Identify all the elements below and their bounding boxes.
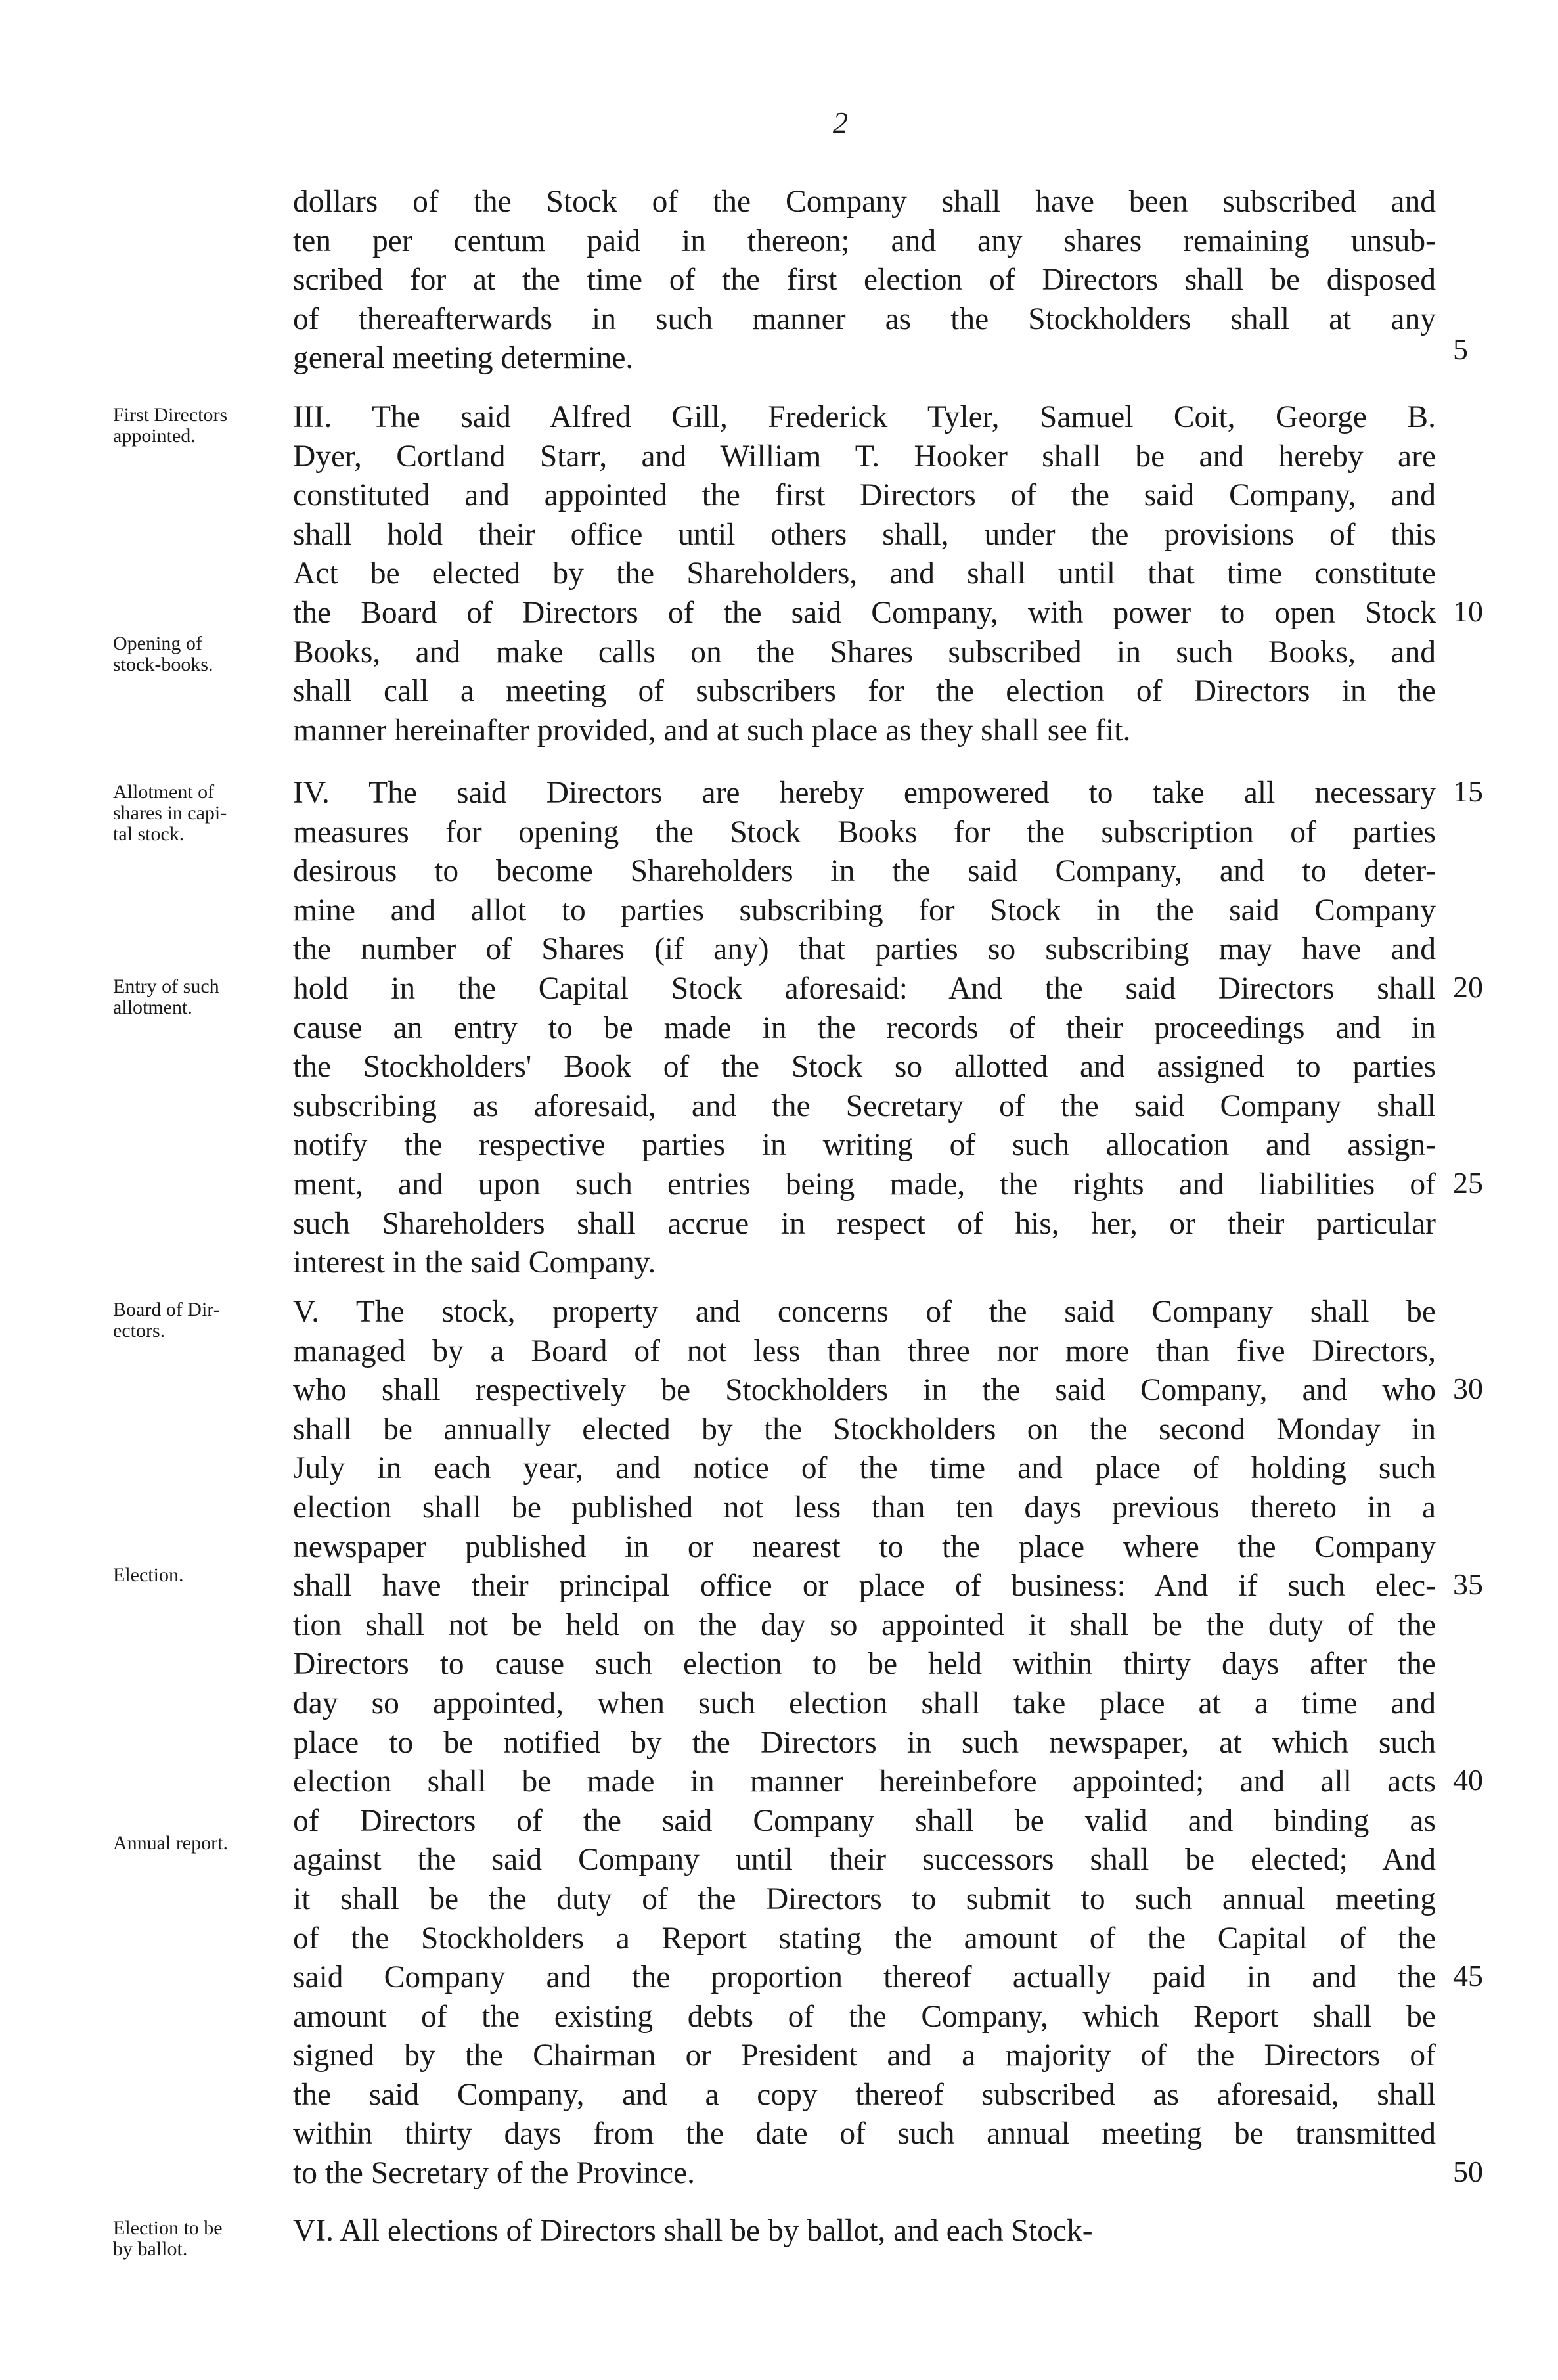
- text-line: July in each year, and notice of the time and place of holding such: [293, 1451, 1436, 1486]
- text-line: within thirty days from the date of such annual meeting be transmitted: [293, 2117, 1436, 2151]
- text-line: day so appointed, when such election shall take place at a time and: [293, 1686, 1436, 1720]
- text-line: constituted and appointed the first Directors of the said Company, and: [293, 478, 1436, 513]
- text-line: who shall respectively be Stockholders in the said Company, and who: [293, 1373, 1436, 1408]
- text-line: desirous to become Shareholders in the said Company, and to deter-: [293, 854, 1436, 889]
- side-note-line: allotment.: [113, 997, 192, 1018]
- text-line: place to be notified by the Directors in such newspaper, at which such: [293, 1725, 1436, 1760]
- text-line: V. The stock, property and concerns of the said Company shall be: [293, 1295, 1436, 1329]
- side-note-line: First Directors: [113, 404, 228, 426]
- text-line: ten per centum paid in thereon; and any shares remaining unsub-: [293, 223, 1436, 258]
- text-line: scribed for at the time of the first election of Directors shall be disposed: [293, 263, 1436, 298]
- line-number: 5: [1453, 332, 1468, 366]
- text-line: the Stockholders' Book of the Stock so allotted and assigned to parties: [293, 1050, 1436, 1085]
- text-line: Books, and make calls on the Shares subscribed in such Books, and: [293, 635, 1436, 669]
- line-number: 30: [1453, 1372, 1483, 1405]
- side-note-election: [113, 1565, 290, 1586]
- text-line: to the Secretary of the Province.: [293, 2156, 696, 2191]
- side-note-annual-report: [113, 1833, 290, 1854]
- text-line: III. The said Alfred Gill, Frederick Tyler, Samuel Coit, George B.: [293, 400, 1436, 434]
- text-line: it shall be the duty of the Directors to submit to such annual meeting: [293, 1881, 1436, 1916]
- line-number: 25: [1453, 1166, 1483, 1200]
- line-number: 40: [1453, 1763, 1483, 1797]
- line-number: 45: [1453, 1959, 1483, 1992]
- text-line: Dyer, Cortland Starr, and William T. Hooker shall be and hereby are: [293, 439, 1436, 474]
- text-line: the said Company, and a copy thereof subscribed as aforesaid, shall: [293, 2077, 1436, 2112]
- line-number: 15: [1453, 775, 1483, 808]
- text-line: dollars of the Stock of the Company shall have been subscribed and: [293, 185, 1436, 219]
- side-note-line: tal stock.: [113, 823, 185, 845]
- side-note-line: Election.: [113, 1564, 184, 1586]
- page-number: 2: [833, 106, 848, 139]
- line-number: 10: [1453, 595, 1483, 628]
- text-line: Directors to cause such election to be held within thirty days after the: [293, 1647, 1436, 1682]
- text-line: said Company and the proportion thereof actually paid in and the: [293, 1960, 1436, 1995]
- text-line: of Directors of the said Company shall be valid and binding as: [293, 1803, 1436, 1838]
- paragraph: [293, 2212, 1436, 2251]
- text-line: VI. All elections of Directors shall be by ballot, and each Stock-: [293, 2214, 1093, 2248]
- side-note-entry-allotment: [113, 976, 290, 1018]
- text-line: election shall be made in manner hereinbefore appointed; and all acts: [293, 1764, 1436, 1799]
- side-note-allotment: [113, 782, 290, 845]
- text-line: the Board of Directors of the said Company, with power to open Stock: [293, 595, 1436, 630]
- text-line: shall call a meeting of subscribers for the election of Directors in the: [293, 674, 1436, 709]
- side-note-line: shares in capi-: [113, 802, 227, 824]
- side-note-opening-stock-books: [113, 633, 290, 675]
- text-line: manner hereinafter provided, and at such place as they shall see fit.: [293, 713, 1131, 748]
- text-line: tion shall not be held on the day so appointed it shall be the duty of the: [293, 1607, 1436, 1642]
- text-line: amount of the existing debts of the Company, which Report shall be: [293, 1999, 1436, 2034]
- paragraph: [293, 774, 1436, 1283]
- side-note-line: stock-books.: [113, 654, 213, 675]
- text-line: shall hold their office until others shall, under the provisions of this: [293, 517, 1436, 552]
- side-note-line: Board of Dir-: [113, 1299, 220, 1320]
- text-line: such Shareholders shall accrue in respect of his, her, or their particular: [293, 1206, 1436, 1241]
- line-number: 35: [1453, 1567, 1483, 1601]
- line-number: 20: [1453, 970, 1483, 1004]
- text-line: measures for opening the Stock Books for the subscription of parties: [293, 815, 1436, 849]
- text-line: of thereafterwards in such manner as the Stockholders shall at any: [293, 302, 1436, 336]
- text-line: ment, and upon such entries being made, the rights and liabilities of: [293, 1167, 1436, 1201]
- paragraph: [293, 1293, 1436, 2193]
- line-number: 50: [1453, 2155, 1483, 2188]
- side-note-line: ectors.: [113, 1320, 166, 1341]
- paragraph: [293, 183, 1436, 378]
- text-line: the number of Shares (if any) that parties so subscribing may have and: [293, 932, 1436, 967]
- text-line: Act be elected by the Shareholders, and shall until that time constitute: [293, 556, 1436, 591]
- text-line: mine and allot to parties subscribing for Stock in the said Company: [293, 893, 1436, 928]
- text-line: IV. The said Directors are hereby empowered to take all necessary: [293, 776, 1436, 810]
- side-note-line: Election to be: [113, 2217, 223, 2239]
- text-line: notify the respective parties in writing of such allocation and assign-: [293, 1128, 1436, 1163]
- text-line: general meeting determine.: [293, 341, 634, 376]
- side-note-first-directors: [113, 405, 290, 447]
- side-note-line: Entry of such: [113, 976, 219, 997]
- side-note-line: Opening of: [113, 633, 202, 654]
- text-line: interest in the said Company.: [293, 1246, 656, 1280]
- side-note-election-ballot: [113, 2218, 290, 2260]
- text-line: election shall be published not less than ten days previous thereto in a: [293, 1490, 1436, 1525]
- text-line: signed by the Chairman or President and a majority of the Directors of: [293, 2038, 1436, 2073]
- text-line: shall be annually elected by the Stockholders on the second Monday in: [293, 1412, 1436, 1447]
- side-note-line: Allotment of: [113, 781, 215, 803]
- text-line: against the said Company until their successors shall be elected; And: [293, 1843, 1436, 1877]
- side-note-board-directors: [113, 1299, 290, 1341]
- side-note-line: appointed.: [113, 425, 196, 447]
- side-note-line: by ballot.: [113, 2238, 188, 2260]
- text-line: cause an entry to be made in the records of their proceedings and in: [293, 1010, 1436, 1045]
- paragraph: [293, 398, 1436, 750]
- text-line: subscribing as aforesaid, and the Secretary of the said Company shall: [293, 1089, 1436, 1123]
- text-line: hold in the Capital Stock aforesaid: And the said Directors shall: [293, 971, 1436, 1006]
- text-line: managed by a Board of not less than three nor more than five Directors,: [293, 1334, 1436, 1368]
- text-line: newspaper published in or nearest to the place where the Company: [293, 1529, 1436, 1564]
- text-line: of the Stockholders a Report stating the amount of the Capital of the: [293, 1921, 1436, 1956]
- text-line: shall have their principal office or place of business: And if such elec-: [293, 1569, 1436, 1604]
- side-note-line: Annual report.: [113, 1832, 228, 1854]
